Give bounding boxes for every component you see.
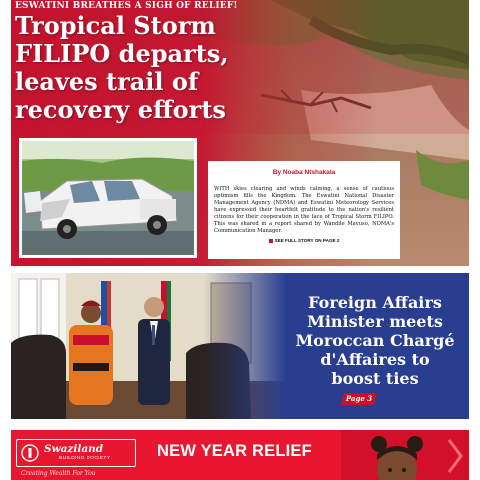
- building-society-logo: [16, 439, 136, 467]
- meeting-photo: [11, 273, 286, 419]
- headline-line: FILIPO departs,: [15, 39, 229, 68]
- headline-line: Foreign Affairs: [308, 293, 442, 312]
- headline-line: Moroccan Chargé: [295, 331, 455, 350]
- chevron-decoration-icon: [445, 436, 465, 476]
- second-story[interactable]: [11, 273, 469, 419]
- brand-subtitle: BUILDING SOCIETY: [59, 456, 111, 461]
- headline-line: leaves trail of: [15, 67, 199, 96]
- building-society-logo-icon: [21, 444, 39, 462]
- damaged-truck-photo: [19, 138, 197, 258]
- child-photo: [349, 430, 441, 480]
- kicker: ESWATINI BREATHES A SIGH OF RELIEF!: [15, 1, 238, 11]
- square-bullet-icon: [269, 239, 273, 243]
- advertisement-banner[interactable]: [11, 430, 469, 480]
- truck-illustration: [22, 141, 194, 255]
- headline-line: Minister meets: [307, 312, 443, 331]
- headline-line: Tropical Storm: [15, 11, 216, 40]
- brand-tagline: Creating Wealth For You: [21, 470, 96, 477]
- ad-headline: NEW YEAR RELIEF: [157, 442, 312, 460]
- headline-line: recovery efforts: [15, 95, 226, 124]
- story-summary-box: [208, 161, 400, 259]
- brand-name: Swaziland: [44, 443, 104, 455]
- story-body: WITH skies clearing and winds calming, a sense of cautious optimism fills the Kingdom. The Eswatini National Disaster Management Agency (NDMA) and Eswatini Meteorology Services have expressed their heartfelt gratitude to the nation's resilient citizens for their cooperation in the face of Tropical Storm FILIPO. This was shared in a report shared by Wandile Mavuso, NDMA's Communication Manager.: [214, 186, 394, 234]
- headline-line: boost ties: [331, 369, 419, 388]
- top-story[interactable]: [11, 0, 469, 266]
- main-headline[interactable]: [15, 12, 265, 124]
- continued-label: SEE FULL STORY ON PAGE 2: [274, 238, 340, 243]
- headline-line: d'Affaires to: [320, 350, 430, 369]
- foreign-affairs-headline[interactable]: [281, 293, 469, 388]
- page-reference-label: Page 3: [345, 394, 373, 403]
- byline: By Noaba Ntshakala: [272, 169, 336, 176]
- continued-link[interactable]: [214, 238, 394, 243]
- page-reference-badge[interactable]: [341, 393, 377, 405]
